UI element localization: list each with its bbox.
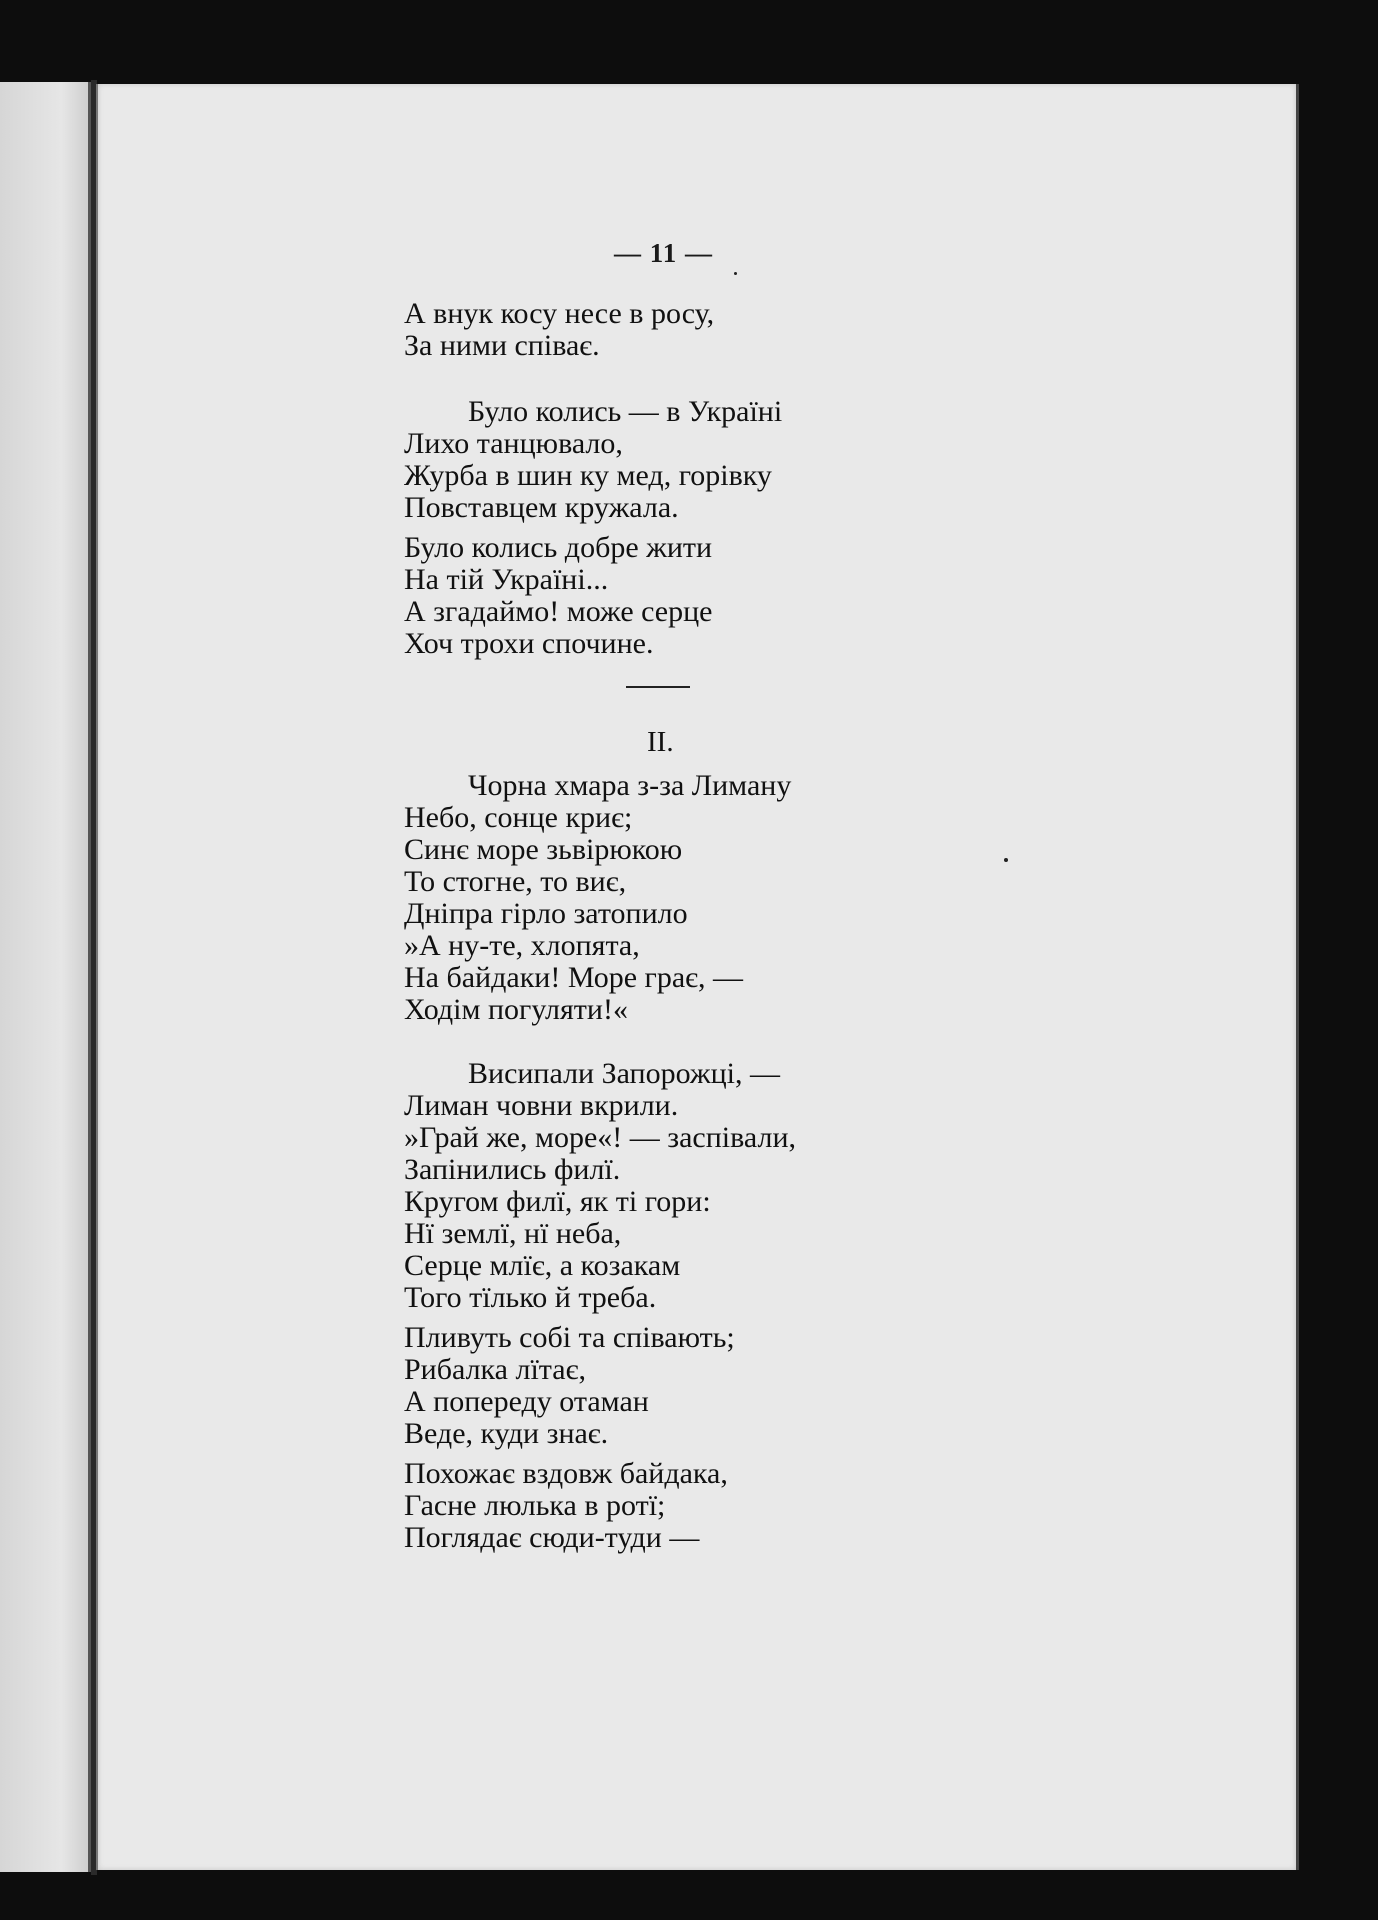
poem-line: Журба в шин ку мед, горівку [404, 459, 772, 492]
stanza [404, 770, 924, 1026]
poem-line: Того тїлько й треба. [404, 1281, 657, 1314]
stanza [404, 1058, 924, 1314]
poem-line: »Грай же, море«! — заспівали, [404, 1121, 797, 1154]
poem-line: Веде, куди знає. [404, 1417, 609, 1450]
poem-line: Похожає вздовж байдака, [404, 1457, 728, 1490]
previous-page-edge [0, 82, 91, 1872]
stanza [404, 1322, 924, 1450]
stanza [404, 396, 924, 524]
poem-line: Синє море зьвірюкою [404, 833, 683, 866]
poem-line: Рибалка лїтає, [404, 1353, 586, 1386]
poem-line: Висипали Запорожці, — [468, 1057, 780, 1090]
poem-line: Чорна хмара з-за Лиману [468, 769, 792, 802]
page-number: — 11 — [614, 238, 714, 268]
stanza [404, 532, 924, 660]
poem-line: А внук косу несе в росу, [404, 297, 715, 330]
stanza [404, 298, 924, 362]
poem-line: То стогне, то виє, [404, 865, 627, 898]
poem-line: Хоч трохи спочине. [404, 627, 654, 660]
stanza [404, 1458, 924, 1554]
poem-line: Було колись добре жити [404, 531, 713, 564]
poem-line: Нї землї, нї неба, [404, 1217, 622, 1250]
section-divider [626, 686, 690, 688]
poem-line: Кругом филї, як ті гори: [404, 1185, 711, 1218]
poem-line: Поглядає сюди-туди — [404, 1521, 700, 1554]
poem-line: Небо, сонце криє; [404, 801, 633, 834]
poem-line: Повставцем кружала. [404, 491, 679, 524]
poem-line: А попереду отаман [404, 1385, 649, 1418]
poem-line: Лиман човни вкрили. [404, 1089, 679, 1122]
poem-line: Пливуть собі та співають; [404, 1321, 735, 1354]
poem-line: Лихо танцювало, [404, 427, 623, 460]
print-speck [1004, 858, 1008, 862]
poem-line: Гасне люлька в ротї; [404, 1489, 666, 1522]
poem-line: На тій Україні... [404, 563, 609, 596]
poem-line: На байдаки! Море грає, — [404, 961, 744, 994]
poem-line: Було колись — в Україні [468, 395, 783, 428]
poem-line: »А ну-те, хлопята, [404, 929, 640, 962]
poem-line: Запінились филї. [404, 1153, 621, 1186]
poem-line: Ходім погуляти!« [404, 993, 628, 1026]
poem-text [404, 298, 924, 1554]
section-number: II. [647, 726, 674, 758]
print-speck [734, 272, 737, 275]
poem-line: Дніпра гірло затопило [404, 897, 688, 930]
poem-line: За ними співає. [404, 329, 600, 362]
poem-line: А згадаймо! може серце [404, 595, 713, 628]
section-divider-wrap [404, 660, 924, 722]
poem-line: Серце млїє, а козакам [404, 1249, 681, 1282]
